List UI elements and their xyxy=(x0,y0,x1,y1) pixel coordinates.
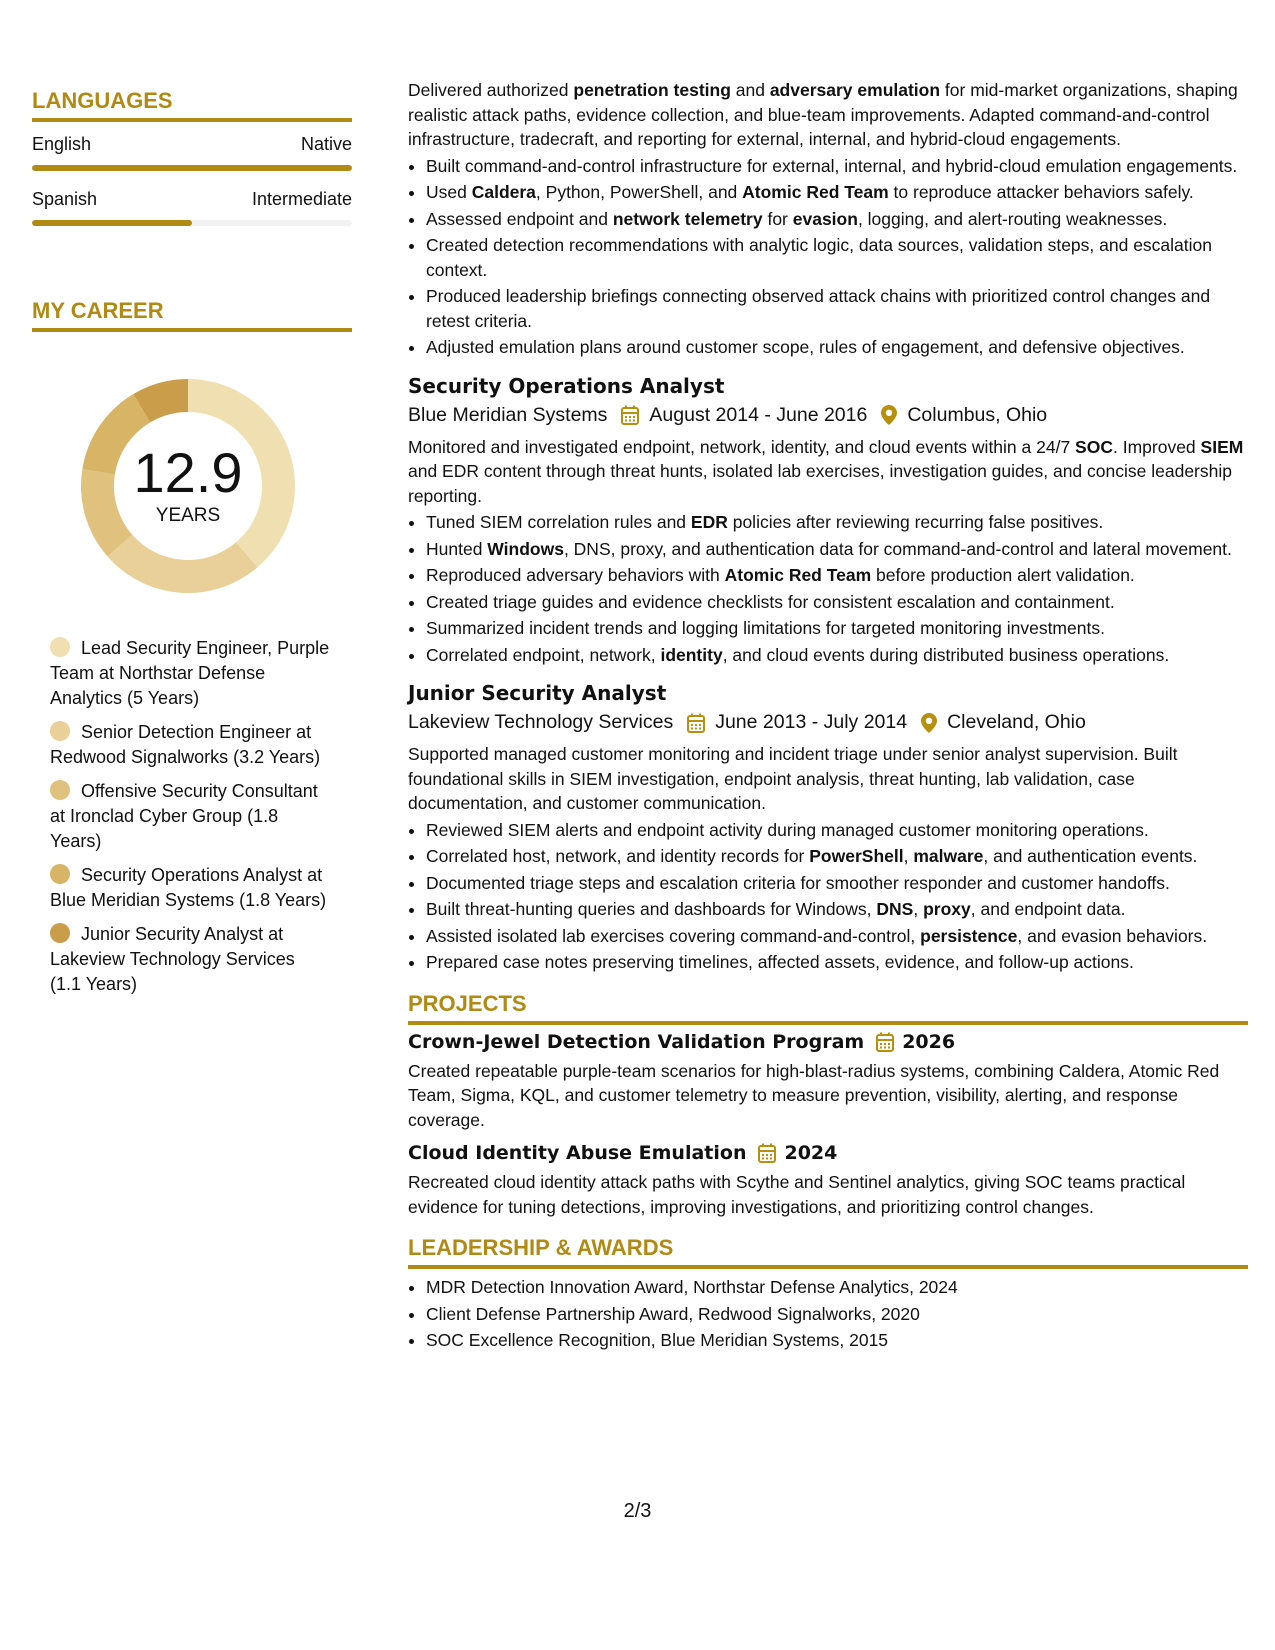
project-item xyxy=(408,1031,1248,1133)
job-entry xyxy=(408,374,1248,668)
legend-dot xyxy=(50,721,70,741)
left-column xyxy=(32,88,352,1006)
awards-section xyxy=(408,1235,1248,1353)
section-rule xyxy=(408,1021,1248,1025)
bullet-item: • Hunted Windows, DNS, proxy, and authentication data for command-and-control and lateral movement. xyxy=(426,537,1248,562)
bullet-item: • Created detection recommendations with analytic logic, data sources, validation steps, and escalation context. xyxy=(426,233,1248,282)
career-legend-item xyxy=(50,863,330,913)
section-rule xyxy=(32,328,352,332)
bullet-item: • Created triage guides and evidence checklists for consistent escalation and containment. xyxy=(426,590,1248,615)
legend-dot xyxy=(50,864,70,884)
job-bullets xyxy=(408,510,1248,667)
language-level: Native xyxy=(300,134,352,154)
bullet-item: • Assisted isolated lab exercises covering command-and-control, persistence, and evasion behaviors. xyxy=(426,924,1248,949)
legend-label: Lead Security Engineer, Purple Team at Northstar Defense Analytics (5 Years) xyxy=(50,638,330,708)
bullet-item: • Produced leadership briefings connecting observed attack chains with prioritized control changes and retest criteria. xyxy=(426,284,1248,333)
career-heading: MY CAREER xyxy=(32,298,164,323)
projects-heading: PROJECTS xyxy=(408,990,527,1016)
bullet-item: • Reproduced adversary behaviors with Atomic Red Team before production alert validation. xyxy=(426,563,1248,588)
legend-label: Junior Security Analyst at Lakeview Technology Services (1.1 Years) xyxy=(50,924,295,994)
bullet-item: • Summarized incident trends and logging limitations for targeted monitoring investments. xyxy=(426,616,1248,641)
career-legend-item xyxy=(50,636,330,711)
job-location: Columbus, Ohio xyxy=(907,403,1048,426)
calendar-icon xyxy=(621,405,639,425)
project-description: Recreated cloud identity attack paths with Scythe and Sentinel analytics, giving SOC teams practical evidence for tuning detections, improving investigations, and prioritizing control changes. xyxy=(408,1172,1186,1217)
legend-dot xyxy=(50,637,70,657)
calendar-icon xyxy=(758,1143,776,1163)
project-item xyxy=(408,1142,1248,1219)
intro-summary: Delivered authorized penetration testing and adversary emulation for mid-market organizations, shaping realistic attack paths, evidence collection, and blue-team improvements. Adapted command-and-control infrastructure, tradecraft, and reporting for external, internal, and hybrid-cloud engagements. xyxy=(408,80,1238,149)
project-header xyxy=(408,1031,1248,1053)
proficiency-bar xyxy=(32,220,352,226)
job-summary: Monitored and investigated endpoint, network, identity, and cloud events within a 24/7 SOC. Improved SIEM and EDR content through threat hunts, isolated lab exercises, investigation guides, and concise leadership reporting. xyxy=(408,436,1244,506)
job-entry xyxy=(408,681,1248,975)
language-item xyxy=(32,134,352,171)
calendar-icon xyxy=(876,1032,894,1052)
section-rule xyxy=(408,1265,1248,1269)
intro-bullets xyxy=(408,154,1248,360)
project-year: 2026 xyxy=(902,1030,956,1053)
bullet-item: • Reviewed SIEM alerts and endpoint activity during managed customer monitoring operations. xyxy=(426,818,1248,843)
award-item: • SOC Excellence Recognition, Blue Meridian Systems, 2015 xyxy=(426,1328,1248,1353)
legend-label: Senior Detection Engineer at Redwood Signalworks (3.2 Years) xyxy=(50,722,321,767)
career-legend-item xyxy=(50,720,330,770)
right-column xyxy=(408,78,1248,1355)
job-company: Blue Meridian Systems xyxy=(408,403,608,426)
job-company: Lakeview Technology Services xyxy=(408,711,674,733)
bullet-item: • Prepared case notes preserving timelines, affected assets, evidence, and follow-up actions. xyxy=(426,950,1248,975)
project-description: Created repeatable purple-team scenarios for high-blast-radius systems, combining Caldera, Atomic Red Team, Sigma, KQL, and customer telemetry to measure prevention, visibility, alerting, and response coverage. xyxy=(408,1060,1220,1130)
project-year: 2024 xyxy=(784,1142,838,1164)
job-dates: August 2014 - June 2016 xyxy=(649,403,868,426)
language-item xyxy=(32,189,352,226)
career-legend xyxy=(50,636,352,997)
career-legend-item xyxy=(50,922,330,997)
projects-section xyxy=(408,991,1248,1220)
project-name: Crown-Jewel Detection Validation Program xyxy=(408,1030,865,1053)
calendar-icon xyxy=(687,713,705,733)
career-total-unit: YEARS xyxy=(155,505,221,526)
languages-section xyxy=(32,88,352,226)
bullet-item: • Built command-and-control infrastructure for external, internal, and hybrid-cloud emulation engagements. xyxy=(426,154,1248,179)
award-item: • MDR Detection Innovation Award, Northstar Defense Analytics, 2024 xyxy=(426,1275,1248,1300)
career-legend-item xyxy=(50,779,330,854)
bullet-item: • Correlated endpoint, network, identity, and cloud events during distributed business operations. xyxy=(426,643,1248,668)
legend-label: Security Operations Analyst at Blue Meridian Systems (1.8 Years) xyxy=(50,865,327,910)
job-meta xyxy=(408,404,1248,427)
career-section xyxy=(32,298,352,997)
donut-center xyxy=(68,366,308,606)
job-location: Cleveland, Ohio xyxy=(947,711,1086,733)
proficiency-fill xyxy=(32,220,192,226)
legend-label: Offensive Security Consultant at Ironclad Cyber Group (1.8 Years) xyxy=(50,781,318,851)
language-name: English xyxy=(32,134,92,154)
proficiency-fill xyxy=(32,165,352,171)
bullet-item: • Assessed endpoint and network telemetry for evasion, logging, and alert-routing weaknesses. xyxy=(426,207,1248,232)
page-number: 2/3 xyxy=(623,1500,652,1522)
bullet-item: • Adjusted emulation plans around customer scope, rules of engagement, and defensive objectives. xyxy=(426,335,1248,360)
proficiency-bar xyxy=(32,165,352,171)
section-rule xyxy=(32,118,352,122)
job-dates: June 2013 - July 2014 xyxy=(715,711,908,733)
bullet-item: • Correlated host, network, and identity records for PowerShell, malware, and authentication events. xyxy=(426,844,1248,869)
bullet-item: • Used Caldera, Python, PowerShell, and Atomic Red Team to reproduce attacker behaviors safely. xyxy=(426,180,1248,205)
job-meta xyxy=(408,711,1248,734)
career-total-years: 12.9 xyxy=(133,441,243,504)
location-pin-icon xyxy=(881,405,897,425)
bullet-item: • Tuned SIEM correlation rules and EDR policies after reviewing recurring false positives. xyxy=(426,510,1248,535)
language-name: Spanish xyxy=(32,189,98,209)
experience-intro xyxy=(408,78,1248,360)
languages-heading: LANGUAGES xyxy=(32,88,173,113)
job-title: Security Operations Analyst xyxy=(408,373,725,398)
awards-list xyxy=(408,1275,1248,1353)
legend-dot xyxy=(50,780,70,800)
bullet-item: • Documented triage steps and escalation criteria for smoother responder and customer handoffs. xyxy=(426,871,1248,896)
job-bullets xyxy=(408,818,1248,975)
location-pin-icon xyxy=(921,713,937,733)
awards-heading: LEADERSHIP & AWARDS xyxy=(408,1235,674,1260)
project-header xyxy=(408,1142,1248,1164)
legend-dot xyxy=(50,923,70,943)
award-item: • Client Defense Partnership Award, Redwood Signalworks, 2020 xyxy=(426,1302,1248,1327)
career-donut-chart xyxy=(68,366,308,606)
language-level: Intermediate xyxy=(251,189,352,209)
bullet-item: • Built threat-hunting queries and dashboards for Windows, DNS, proxy, and endpoint data. xyxy=(426,897,1248,922)
job-title: Junior Security Analyst xyxy=(408,681,667,705)
project-name: Cloud Identity Abuse Emulation xyxy=(408,1142,747,1164)
job-summary: Supported managed customer monitoring and incident triage under senior analyst supervision. Built foundational skills in SIEM investigation, endpoint analysis, threat hunting, lab validation, case documentation, and customer communication. xyxy=(408,744,1178,813)
